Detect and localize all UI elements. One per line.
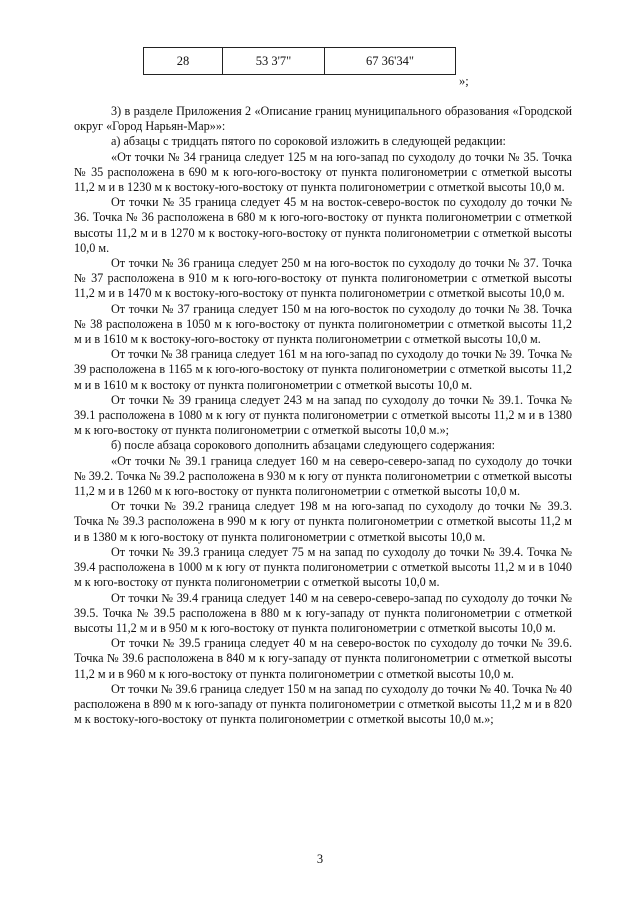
table-closing-quote: »; — [459, 74, 469, 88]
paragraph: От точки № 39.2 граница следует 198 м на юго-запад по суходолу до точки № 39.3. Точка № 39.3 расположена в 990 м к югу от пункта полигонометрии с отметкой высоты 11,2 м и в 1380 м к юго-востоку от пункта полигонометрии с отметкой высоты 10,0 м. — [74, 499, 572, 544]
paragraph: От точки № 38 граница следует 161 м на юго-запад по суходолу до точки № 39. Точка № 39 расположена в 1165 м к юго-юго-востоку от пункта полигонометрии с отметкой высоты 11,2 м и в 1610 м к востоку от пункта полигонометрии с отметкой высоты 10,0 м. — [74, 347, 572, 392]
paragraph: От точки № 39.5 граница следует 40 м на северо-восток по суходолу до точки № 39.6. Точка № 39.6 расположена в 840 м к югу-западу от пункта полигонометрии с отметкой высоты 11,2 м и в 960 м к юго-востоку от пункта полигонометрии с отметкой высоты 10,0 м. — [74, 636, 572, 681]
paragraph: От точки № 35 граница следует 45 м на восток-северо-восток по суходолу до точки № 36. Точка № 36 расположена в 680 м к юго-юго-востоку от пункта полигонометрии с отметкой высоты 11,2 м и в 1270 м к востоку-юго-востоку от пункта полигонометрии с отметкой высоты 10,0 м. — [74, 195, 572, 255]
page-number: 3 — [316, 852, 324, 866]
paragraph: От точки № 39.3 граница следует 75 м на запад по суходолу до точки № 39.4. Точка № 39.4 расположена в 1000 м к югу от пункта полигонометрии с отметкой высоты 11,2 м и в 1040 м к юго-востоку от пункта полигонометрии с отметкой высоты 10,0 м. — [74, 544, 572, 590]
paragraph: От точки № 37 граница следует 150 м на юго-восток по суходолу до точки № 38. Точка № 38 расположена в 1050 м к юго-востоку от пункта полигонометрии с отметкой высоты 11,2 м и в 1610 м к востоку-юго-востоку от пункта полигонометрии с отметкой высоты 10,0 м. — [74, 301, 572, 347]
paragraph: 3) в разделе Приложения 2 «Описание границ муниципального образования «Городской округ «Город Нарьян-Мар»»: — [74, 104, 572, 134]
paragraph: От точки № 39.4 граница следует 140 м на северо-северо-запад по суходолу до точки № 39.5. Точка № 39.5 расположена в 880 м к югу-западу от пункта полигонометрии с отметкой высоты 11,2 м и в 950 м к юго-востоку от пункта полигонометрии с отметкой высоты 10,0 м. — [74, 590, 572, 635]
table-cell-latitude: 53 3'7" — [223, 48, 325, 75]
paragraph: б) после абзаца сорокового дополнить абзацами следующего содержания: — [111, 438, 496, 453]
paragraph: «От точки № 34 граница следует 125 м на юго-запад по суходолу до точки № 35. Точка № 35 расположена в 690 м к юго-юго-востоку от пункта полигонометрии с отметкой высоты 11,2 м и в 1230 м к востоку-юго-востоку от пункта полигонометрии с отметкой высоты 10,0 м. — [74, 149, 572, 195]
table-cell-longitude: 67 36'34" — [325, 48, 456, 75]
paragraph: От точки № 39.6 граница следует 150 м на запад по суходолу до точки № 40. Точка № 40 расположена в 890 м к юго-западу от пункта полигонометрии с отметкой высоты 11,2 м и в 820 м к востоку-юго-востоку от пункта полигонометрии с отметкой высоты 10,0 м.»; — [74, 681, 572, 727]
paragraph: «От точки № 39.1 граница следует 160 м на северо-северо-запад по суходолу до точки № 39.2. Точка № 39.2 расположена в 930 м к югу от пункта полигонометрии с отметкой высоты 11,2 м и в 1260 м к юго-востоку от пункта полигонометрии с отметкой высоты 10,0 м. — [74, 453, 572, 499]
coordinates-table — [143, 47, 456, 75]
paragraph: а) абзацы с тридцать пятого по сороковой изложить в следующей редакции: — [111, 134, 506, 149]
paragraph: От точки № 36 граница следует 250 м на юго-восток по суходолу до точки № 37. Точка № 37 расположена в 910 м к юго-юго-востоку от пункта полигонометрии с отметкой высоты 11,2 м и в 1470 м к востоку-юго-востоку от пункта полигонометрии с отметкой высоты 10,0 м. — [74, 256, 572, 301]
paragraph: От точки № 39 граница следует 243 м на запад по суходолу до точки № 39.1. Точка № 39.1 расположена в 1080 м к югу от пункта полигонометрии с отметкой высоты 11,2 м и в 1380 м к юго-востоку от пункта полигонометрии с отметкой высоты 10,0 м.»; — [74, 392, 572, 438]
document-body — [74, 104, 572, 727]
table-row — [144, 48, 456, 75]
table-cell-point: 28 — [144, 48, 223, 75]
